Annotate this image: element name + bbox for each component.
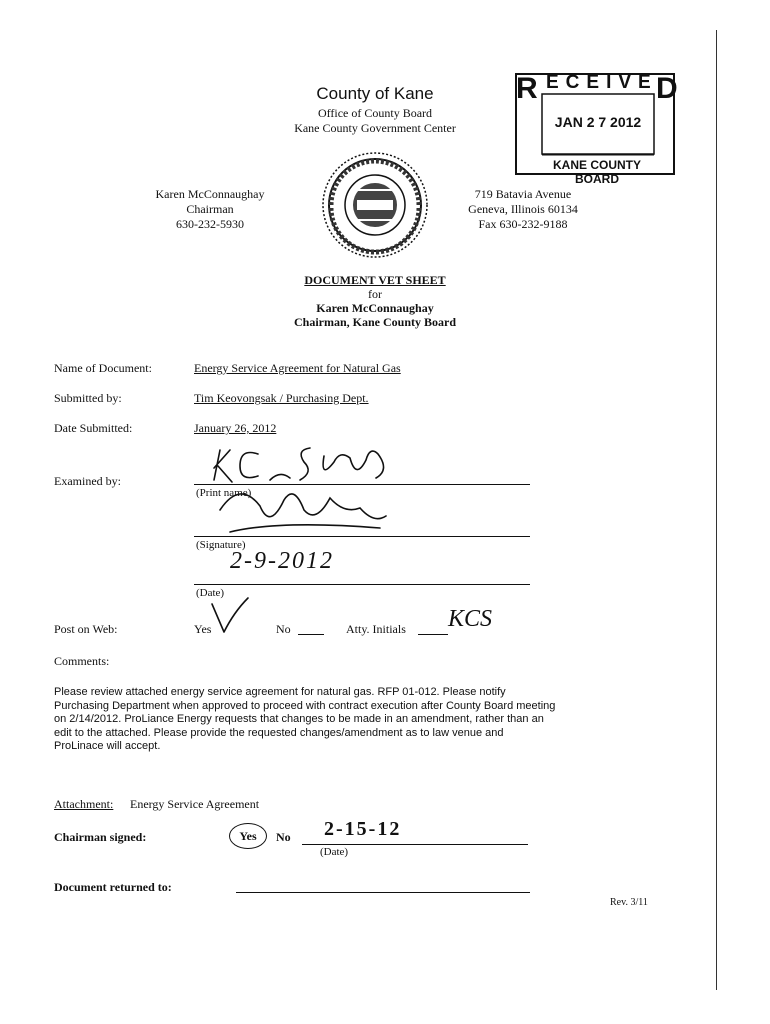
chairman-title: Chairman bbox=[186, 202, 234, 216]
attachment-label: Attachment: bbox=[54, 797, 114, 811]
chairman-phone: 630-232-5930 bbox=[176, 217, 244, 231]
returned-to-label: Document returned to: bbox=[54, 880, 172, 894]
comments-line: Purchasing Department when approved to proceed with contract execution after County Board meeting bbox=[54, 699, 556, 712]
address-fax: Fax 630-232-9188 bbox=[478, 217, 568, 231]
yes-checkmark-icon bbox=[208, 594, 252, 638]
sheet-title: DOCUMENT VET SHEET bbox=[304, 273, 446, 287]
chairman-signed-date: 2-15-12 bbox=[324, 818, 402, 840]
atty-initials-value: KCS bbox=[448, 606, 493, 632]
sheet-role: Chairman, Kane County Board bbox=[293, 315, 457, 329]
comments-line: on 2/14/2012. ProLiance Energy requests that changes to be made in an amendment, rather than an bbox=[54, 713, 544, 725]
comments-line: ProLinace will accept. bbox=[54, 740, 161, 752]
submitted-by-value: Tim Keovongsak / Purchasing Dept. bbox=[194, 391, 369, 405]
no-blank-line bbox=[298, 634, 324, 635]
post-yes-option: Yes bbox=[194, 622, 212, 636]
post-no-option: No bbox=[276, 622, 291, 636]
signed-date-caption: (Date) bbox=[320, 846, 349, 858]
submitted-by-label: Submitted by: bbox=[54, 391, 122, 405]
document-name-label: Name of Document: bbox=[54, 361, 152, 375]
sheet-header bbox=[250, 273, 500, 329]
comments-line: edit to the attached. Please provide the requested changes/amendment as to law venue and bbox=[54, 726, 504, 739]
scan-edge-line bbox=[716, 30, 717, 990]
stamp-date: JAN 2 7 2012 bbox=[554, 114, 642, 130]
returned-to-line bbox=[236, 892, 530, 893]
attachment-value: Energy Service Agreement bbox=[130, 797, 260, 811]
chairman-signed-label: Chairman signed: bbox=[54, 830, 147, 844]
address-street: 719 Batavia Avenue bbox=[474, 187, 572, 201]
office-name: Office of County Board bbox=[317, 106, 433, 120]
stamp-word-received: ECEIVE bbox=[546, 72, 658, 93]
atty-initials-label: Atty. Initials bbox=[346, 622, 406, 636]
government-center: Kane County Government Center bbox=[294, 121, 456, 135]
print-name-caption: (Print name) bbox=[196, 487, 252, 499]
handwritten-date: 2-9-2012 bbox=[230, 548, 334, 574]
post-on-web-label: Post on Web: bbox=[54, 622, 118, 636]
address-city: Geneva, Illinois 60134 bbox=[468, 202, 578, 216]
received-stamp bbox=[512, 70, 678, 186]
sheet-person: Karen McConnaughay bbox=[316, 301, 434, 315]
examined-date-caption: (Date) bbox=[196, 587, 225, 599]
comments-body bbox=[54, 686, 714, 754]
chairman-yes-circled: Yes bbox=[229, 823, 267, 849]
signed-date-line bbox=[302, 844, 528, 845]
stamp-letter-r: R bbox=[516, 72, 537, 105]
revision-note: Rev. 3/11 bbox=[610, 897, 648, 908]
seal-icon bbox=[317, 150, 433, 260]
examined-by-label: Examined by: bbox=[54, 474, 121, 488]
contact-left bbox=[130, 187, 290, 232]
county-title: County of Kane bbox=[316, 84, 434, 103]
document-name-value: Energy Service Agreement for Natural Gas bbox=[194, 361, 401, 375]
date-submitted-label: Date Submitted: bbox=[54, 421, 133, 435]
date-submitted-value: January 26, 2012 bbox=[194, 421, 277, 435]
stamp-letter-d: D bbox=[656, 72, 678, 105]
signature-caption: (Signature) bbox=[196, 539, 246, 551]
initials-line bbox=[418, 634, 448, 635]
chairman-no-option: No bbox=[276, 830, 291, 844]
county-seal bbox=[317, 150, 433, 260]
comments-line: Please review attached energy service agreement for natural gas. RFP 01-012. Please notify bbox=[54, 686, 506, 698]
comments-label: Comments: bbox=[54, 654, 110, 668]
sheet-for: for bbox=[368, 287, 382, 301]
contact-right bbox=[448, 187, 598, 232]
chairman-name: Karen McConnaughay bbox=[155, 187, 265, 201]
stamp-org: KANE COUNTY BOARD bbox=[552, 158, 641, 186]
